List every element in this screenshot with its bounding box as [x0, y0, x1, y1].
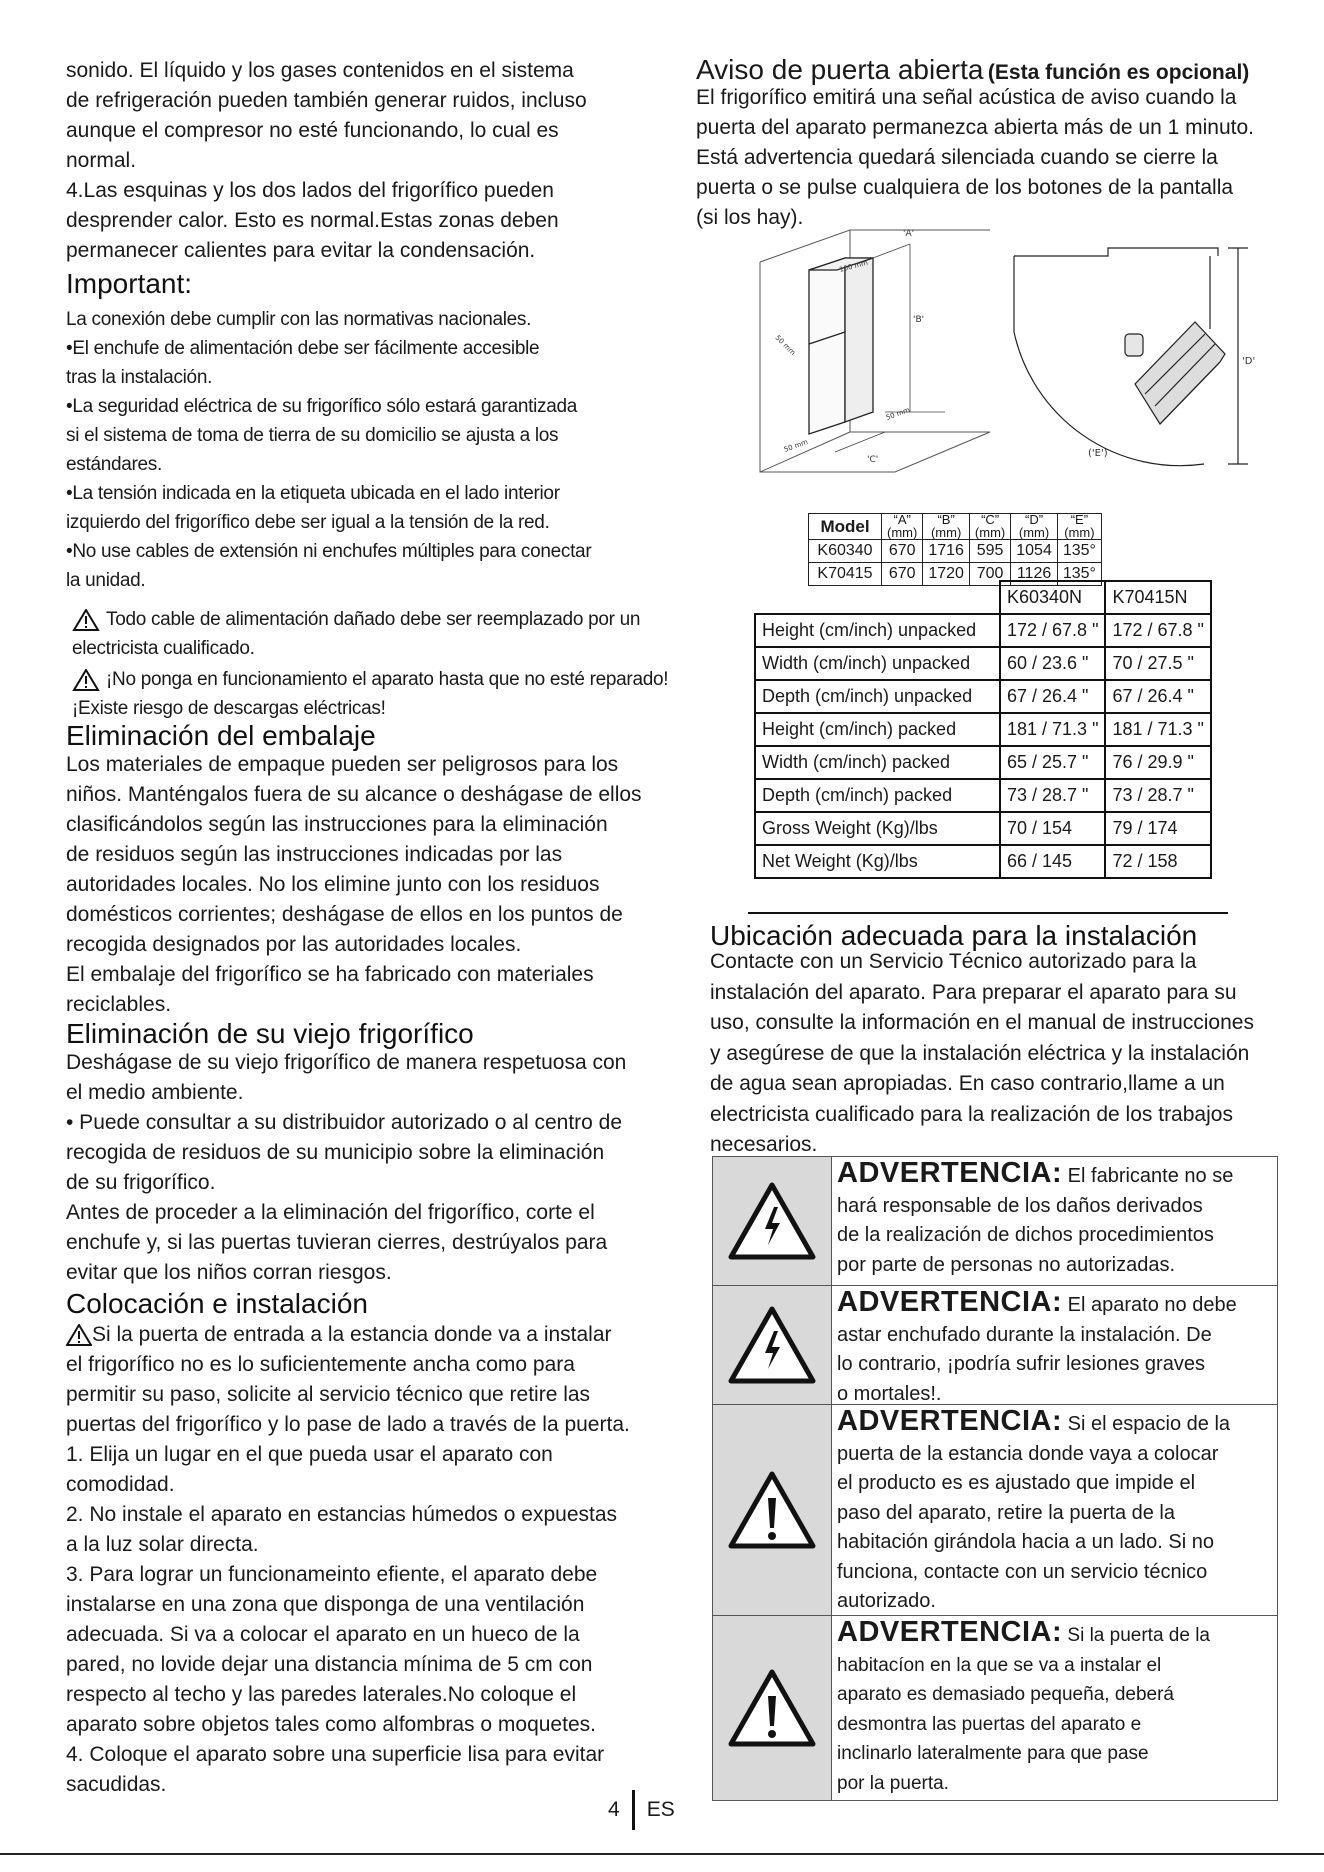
text-line: habitacíon en la que se va a instalar el	[837, 1654, 1162, 1676]
table-cell: Gross Weight (Kg)/lbs	[755, 812, 1000, 845]
text-line: uso, consulte la información en el manual de instrucciones	[710, 1011, 1254, 1034]
table-cell: 66 / 145	[1000, 845, 1105, 878]
text-line: y asegúrese de que la instalación eléctrica y la instalación	[710, 1041, 1250, 1065]
text-line: Si el espacio de la	[1062, 1413, 1231, 1435]
diagram-label-100mm: 100 mm	[838, 258, 869, 274]
text-line: ¡No ponga en funcionamiento el aparato hasta que no esté reparado!	[106, 669, 669, 690]
door-alarm-title: Aviso de puerta abierta	[696, 54, 984, 85]
text-line: o mortales!.	[837, 1382, 942, 1405]
text-line: de su frigorífico.	[66, 1171, 216, 1194]
table-cell: Net Weight (Kg)/lbs	[755, 845, 1000, 878]
warning-row	[713, 1405, 1277, 1616]
diagram-label-e: ('E')	[1088, 448, 1108, 459]
table-header: K70415N	[1105, 581, 1210, 614]
table-cell: Height (cm/inch) unpacked	[755, 614, 1000, 647]
warning-text	[832, 1157, 1235, 1285]
table-cell: Depth (cm/inch) unpacked	[755, 680, 1000, 713]
text-line: paso del aparato, retire la puerta de la	[837, 1501, 1175, 1524]
text-line: el medio ambiente.	[66, 1081, 244, 1104]
language-code: ES	[646, 1798, 675, 1821]
table-row	[809, 540, 1102, 563]
table-cell: 65 / 25.7 "	[1000, 746, 1105, 779]
text-line: recogida de residuos de su municipio sobre la eliminación	[66, 1141, 605, 1164]
table-cell: 76 / 29.9 "	[1105, 746, 1210, 779]
text-line: adecuada. Si va a colocar el aparato en un hueco de la	[66, 1623, 580, 1646]
table-cell: 73 / 28.7 "	[1105, 779, 1210, 812]
text-line: normal.	[66, 149, 137, 172]
warning-text	[832, 1286, 1239, 1404]
text-line: aunque el compresor no esté funcionando, lo cual es	[66, 119, 559, 142]
table-row	[755, 845, 1211, 878]
text-line: puerta de la estancia donde vaya a colocar	[837, 1442, 1219, 1465]
text-line: •La seguridad eléctrica de su frigorífico sólo estará garantizada	[66, 396, 578, 417]
table-cell: 73 / 28.7 "	[1000, 779, 1105, 812]
text-line: aparato sobre objetos tales como alfombras o moquetes.	[66, 1713, 596, 1736]
text-line: funciona, contacte con un servicio técnico	[837, 1560, 1208, 1583]
table-cell: K60340	[809, 540, 882, 563]
table-cell: 172 / 67.8 "	[1000, 614, 1105, 647]
text-line: la unidad.	[66, 570, 146, 591]
dimensions-table	[808, 513, 1102, 586]
warning-triangle-icon	[72, 609, 100, 631]
placement-paragraph	[66, 1320, 630, 1800]
warning-title: ADVERTENCIA:	[837, 1157, 1063, 1189]
diagram-label-50mm: 50 mm	[782, 437, 809, 454]
text-line: 1. Elija un lugar en el que pueda usar el aparato con	[66, 1443, 553, 1466]
text-line: de residuos según las instrucciones indicadas por las	[66, 843, 563, 866]
table-row	[755, 614, 1211, 647]
text-line: Todo cable de alimentación dañado debe ser reemplazado por un	[106, 609, 641, 630]
location-heading: Ubicación adecuada para la instalación	[710, 920, 1198, 951]
table-row	[755, 680, 1211, 713]
text-line: puerta o se pulse cualquiera de los botones de la pantalla	[696, 176, 1234, 199]
text-line: sacudidas.	[66, 1773, 167, 1796]
table-cell: 67 / 26.4 "	[1105, 680, 1210, 713]
text-line: por la puerta.	[837, 1772, 949, 1794]
text-line: pared, no lovide dejar una distancia mínima de 5 cm con	[66, 1653, 593, 1676]
text-line: hará responsable de los daños derivados	[837, 1194, 1203, 1217]
text-line: electricista cualificado.	[72, 638, 255, 659]
text-line: (si los hay).	[696, 206, 804, 229]
warning-row	[713, 1616, 1277, 1800]
electric-warning-icon	[727, 1181, 817, 1261]
location-paragraph	[710, 947, 1254, 1161]
text-line: 4. Coloque el aparato sobre una superficie lisa para evitar	[66, 1743, 605, 1766]
table-row	[755, 746, 1211, 779]
table-header: “D” (mm)	[1011, 514, 1058, 540]
page-bottom-rule	[0, 1853, 1324, 1855]
text-line: enchufe y, si las puertas tuvieran cierres, destrúyalos para	[66, 1231, 608, 1254]
diagram-label-b: 'B'	[913, 315, 925, 325]
table-header: “E” (mm)	[1057, 514, 1101, 540]
text-line: Si la puerta de la	[1062, 1625, 1210, 1646]
text-line: 2. No instale el aparato en estancias húmedos o expuestas	[66, 1503, 618, 1526]
table-row	[755, 779, 1211, 812]
text-line: izquierdo del frigorífico debe ser igual a la tensión de la red.	[66, 512, 550, 533]
text-line: tras la instalación.	[66, 367, 213, 388]
warning-title: ADVERTENCIA:	[837, 1286, 1063, 1318]
old-fridge-heading: Eliminación de su viejo frigorífico	[66, 1018, 474, 1049]
text-line: El embalaje del frigorífico se ha fabricado con materiales	[66, 963, 594, 986]
page-number: 4	[608, 1798, 620, 1821]
important-heading: Important:	[66, 268, 193, 299]
table-row	[755, 812, 1211, 845]
table-cell: 670	[882, 540, 923, 563]
placement-heading: Colocación e instalación	[66, 1288, 368, 1319]
table-header: Model	[809, 514, 882, 540]
text-line: el frigorífico no es lo suficientemente ancha como para	[66, 1353, 575, 1376]
warning-triangle-icon	[72, 669, 100, 691]
table-cell: K70415	[809, 563, 882, 586]
packaging-paragraph	[66, 750, 642, 1020]
table-header: K60340N	[1000, 581, 1105, 614]
text-line: a la luz solar directa.	[66, 1533, 259, 1556]
diagram-label-50mm: 50 mm	[773, 333, 797, 357]
text-line: ¡Existe riesgo de descargas eléctricas!	[72, 698, 386, 719]
text-line: reciclables.	[66, 993, 172, 1016]
text-line: habitación girándola hacia a un lado. Si no	[837, 1531, 1214, 1553]
table-header: “C” (mm)	[969, 514, 1010, 540]
table-cell: 135°	[1057, 563, 1101, 586]
text-line: Está advertencia quedará silenciada cuando se cierre la	[696, 146, 1218, 169]
text-line: sonido. El líquido y los gases contenidos en el sistema	[66, 59, 574, 82]
text-line: de agua sean apropiadas. En caso contrario,llame a un	[710, 1072, 1225, 1095]
text-line: Los materiales de empaque pueden ser peligrosos para los	[66, 753, 619, 776]
repair-warning	[72, 665, 692, 723]
page-footer	[608, 1790, 675, 1830]
text-line: autorizado.	[837, 1590, 936, 1612]
cable-warning	[72, 605, 692, 663]
text-line: domésticos corrientes; deshágase de ellos en los puntos de	[66, 903, 623, 926]
text-line: comodidad.	[66, 1473, 175, 1496]
table-cell: 67 / 26.4 "	[1000, 680, 1105, 713]
section-divider	[748, 912, 1228, 914]
important-list	[66, 305, 591, 595]
diagram-label-c: 'C'	[867, 455, 879, 465]
text-line: puerta del aparato permanezca abierta más de un 1 minuto.	[696, 116, 1255, 139]
table-cell: 670	[882, 563, 923, 586]
warning-row	[713, 1286, 1277, 1405]
table-cell: 1126	[1011, 563, 1058, 586]
door-alarm-paragraph	[696, 83, 1254, 233]
table-cell: 79 / 174	[1105, 812, 1210, 845]
text-line: si el sistema de toma de tierra de su domicilio se ajusta a los	[66, 425, 559, 446]
text-line: necesarios.	[710, 1133, 818, 1156]
door-alarm-optional-note: (Esta función es opcional)	[987, 61, 1250, 84]
text-line: puertas del frigorífico y lo pase de lado a través de la puerta.	[66, 1413, 630, 1436]
text-line: La conexión debe cumplir con las normativas nacionales.	[66, 309, 532, 330]
diagram-label-50mm: 50 mm	[884, 405, 911, 422]
warning-icon-cell	[713, 1286, 832, 1404]
exclamation-warning-icon	[727, 1470, 817, 1550]
text-line: desmontra las puertas del aparato e	[837, 1713, 1142, 1735]
text-line: lo contrario, ¡podría sufrir lesiones graves	[837, 1353, 1205, 1375]
text-line: el producto es es ajustado que impide el	[837, 1472, 1196, 1494]
text-line: niños. Manténgalos fuera de su alcance o deshágase de ellos	[66, 783, 642, 806]
text-line: de refrigeración pueden también generar ruidos, incluso	[66, 89, 587, 112]
warning-title: ADVERTENCIA:	[837, 1616, 1063, 1648]
table-cell: Width (cm/inch) unpacked	[755, 647, 1000, 680]
intro-paragraph	[66, 56, 587, 266]
table-cell: 181 / 71.3 "	[1105, 713, 1210, 746]
text-line: autoridades locales. No los elimine junto con los residuos	[66, 873, 600, 896]
installation-clearance-diagram	[755, 222, 1000, 492]
warning-icon-cell	[713, 1616, 832, 1800]
text-line: evitar que los niños corran riesgos.	[66, 1261, 392, 1284]
table-cell: Depth (cm/inch) packed	[755, 779, 1000, 812]
table-cell: 60 / 23.6 "	[1000, 647, 1105, 680]
warning-triangle-icon	[66, 1324, 92, 1346]
footer-divider	[632, 1790, 635, 1830]
text-line: instalarse en una zona que disponga de una ventilación	[66, 1593, 585, 1616]
text-line: Si la puerta de entrada a la estancia donde va a instalar	[92, 1323, 612, 1346]
text-line: 4.Las esquinas y los dos lados del frigorífico pueden	[66, 179, 554, 202]
text-line: por parte de personas no autorizadas.	[837, 1253, 1175, 1276]
table-row	[755, 713, 1211, 746]
text-line: El fabricante no se	[1062, 1165, 1234, 1187]
warning-icon-cell	[713, 1157, 832, 1285]
table-cell: 72 / 158	[1105, 845, 1210, 878]
table-cell: 700	[969, 563, 1010, 586]
warning-title: ADVERTENCIA:	[837, 1405, 1063, 1437]
table-header: “B” (mm)	[923, 514, 970, 540]
text-line: El frigorífico emitirá una señal acústica de aviso cuando la	[696, 86, 1237, 109]
warning-text	[832, 1405, 1232, 1615]
text-line: instalación del aparato. Para preparar el aparato para su	[710, 980, 1237, 1004]
table-corner-cell	[755, 581, 1000, 614]
text-line: recogida designados por las autoridades locales.	[66, 933, 522, 956]
text-line: inclinarlo lateralmente para que pase	[837, 1743, 1149, 1764]
table-cell: 595	[969, 540, 1010, 563]
text-line: 3. Para lograr un funcionameinto efiente, el aparato debe	[66, 1563, 598, 1586]
table-cell: 1054	[1011, 540, 1058, 563]
table-cell: 70 / 154	[1000, 812, 1105, 845]
diagram-label-a: 'A'	[903, 229, 915, 239]
door-alarm-heading	[696, 54, 1249, 86]
table-cell: 1720	[923, 563, 970, 586]
text-line: •La tensión indicada en la etiqueta ubicada en el lado interior	[66, 483, 560, 504]
door-opening-diagram	[1010, 244, 1280, 494]
table-header-row	[809, 514, 1102, 540]
text-line: respecto al techo y las paredes laterales.No coloque el	[66, 1683, 577, 1706]
packaging-heading: Eliminación del embalaje	[66, 720, 376, 751]
text-line: desprender calor. Esto es normal.Estas zonas deben	[66, 209, 559, 232]
text-line: electricista cualificado para la realización de los trabajos	[710, 1102, 1233, 1126]
table-cell: 135°	[1057, 540, 1101, 563]
table-header: “A” (mm)	[882, 514, 923, 540]
text-line: •El enchufe de alimentación debe ser fácilmente accesible	[66, 338, 540, 359]
table-cell: 70 / 27.5 "	[1105, 647, 1210, 680]
warning-text	[832, 1616, 1212, 1800]
warnings-box	[712, 1156, 1278, 1801]
text-line: El aparato no debe	[1062, 1294, 1237, 1316]
text-line: • Puede consultar a su distribuidor autorizado o al centro de	[66, 1111, 623, 1134]
text-line: Contacte con un Servicio Técnico autorizado para la	[710, 950, 1197, 973]
text-line: Deshágase de su viejo frigorífico de manera respetuosa con	[66, 1051, 627, 1074]
text-line: permitir su paso, solicite al servicio técnico que retire las	[66, 1383, 591, 1406]
text-line: aparato es demasiado pequeña, deberá	[837, 1684, 1174, 1705]
text-line: •No use cables de extensión ni enchufes múltiples para conectar	[66, 541, 592, 562]
text-line: de la realización de dichos procedimientos	[837, 1224, 1214, 1246]
text-line: clasificándolos según las instrucciones para la eliminación	[66, 813, 608, 836]
text-line: estándares.	[66, 454, 162, 475]
exclamation-warning-icon	[727, 1668, 817, 1748]
table-cell: 1716	[923, 540, 970, 563]
warning-row	[713, 1157, 1277, 1286]
table-cell: 172 / 67.8 "	[1105, 614, 1210, 647]
old-fridge-paragraph	[66, 1048, 626, 1288]
table-cell: 181 / 71.3 "	[1000, 713, 1105, 746]
text-line: Antes de proceder a la eliminación del frigorífico, corte el	[66, 1201, 595, 1224]
specifications-table	[754, 580, 1212, 879]
table-row	[755, 647, 1211, 680]
table-cell: Width (cm/inch) packed	[755, 746, 1000, 779]
warning-icon-cell	[713, 1405, 832, 1615]
electric-warning-icon	[727, 1305, 817, 1385]
table-cell: Height (cm/inch) packed	[755, 713, 1000, 746]
text-line: astar enchufado durante la instalación. De	[837, 1323, 1212, 1346]
text-line: permanecer calientes para evitar la condensación.	[66, 239, 536, 262]
table-header-row	[755, 581, 1211, 614]
diagram-label-d: 'D'	[1242, 356, 1256, 367]
